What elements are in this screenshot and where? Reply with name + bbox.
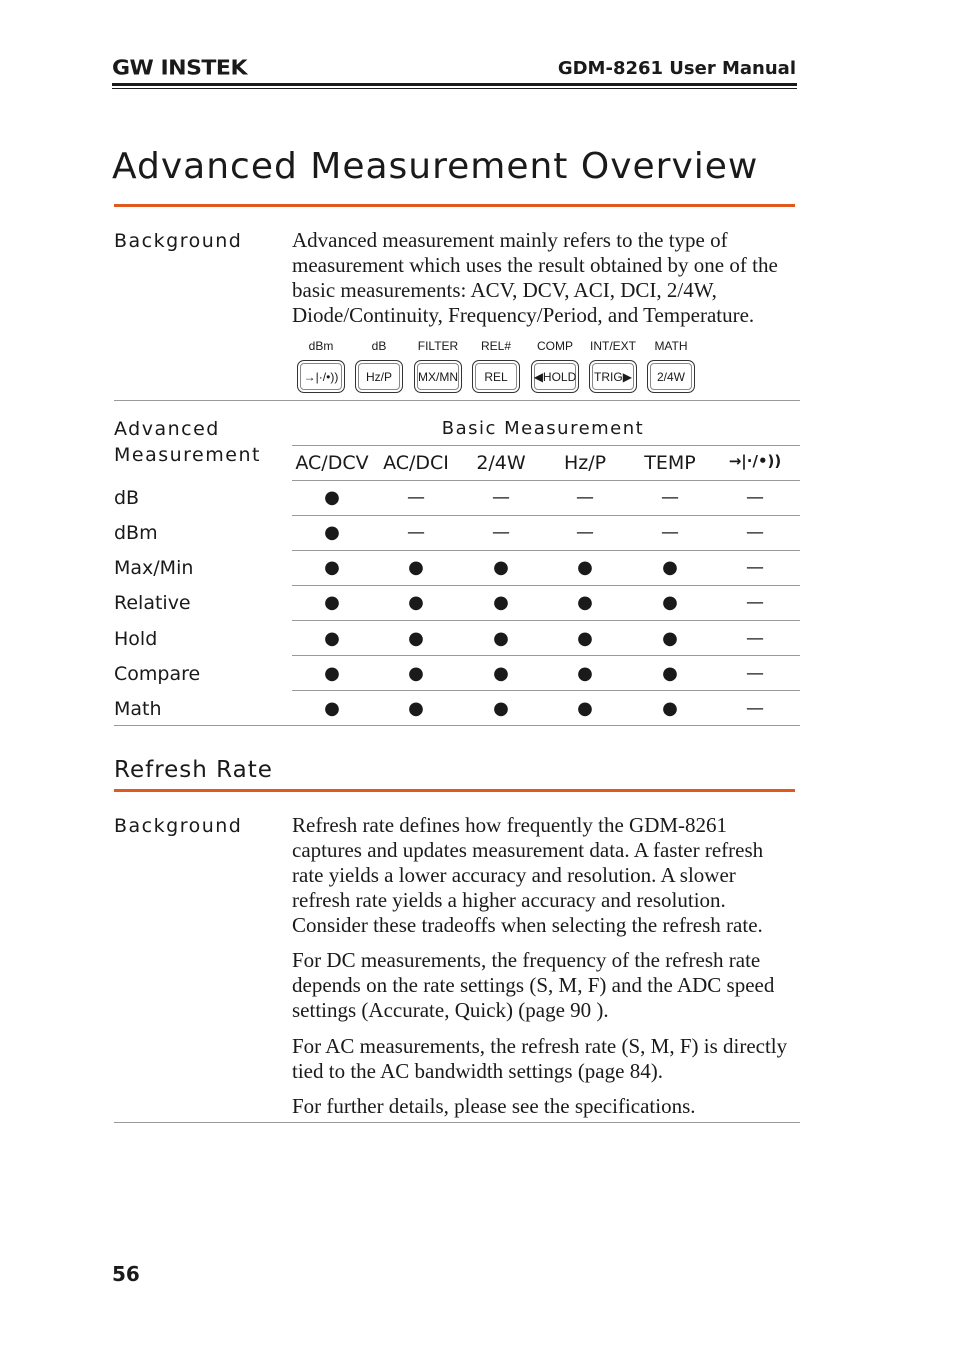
header-rule [112,83,797,86]
table-cell: ● [324,557,340,578]
page-title: Advanced Measurement Overview [112,146,759,187]
section-bottom-rule [114,1122,800,1123]
table-cell: ● [408,698,424,719]
key-top-label: dB [371,339,387,353]
table-rule [292,620,800,621]
key-top-label: COMP [537,339,573,353]
table-cell: ● [662,592,678,613]
section-accent-rule [114,789,795,792]
table-group-header: Basic Measurement [441,418,645,439]
key-top-label: MATH [654,339,688,353]
background-text: Advanced measurement mainly refers to the type of measurement which uses the result obtained by one of the basic measurements: ACV, DCV, ACI, DCI, 2/4W, Diode/Continuity, Frequency/Period, and Temperature. [292,228,778,327]
table-row-label: Compare [114,663,201,685]
table-cell: — [746,557,764,578]
key-top-label: INT/EXT [589,339,636,353]
refresh-paragraph-4: For further details, please see the specifications. [292,1094,696,1118]
table-row-label: Math [114,698,162,720]
trig-key[interactable]: TRIG▶ [589,360,637,393]
table-cell: — [407,487,425,508]
key-top-label: FILTER [417,339,459,353]
table-cell: ● [324,522,340,543]
table-cell: ● [577,557,593,578]
table-cell: ● [324,628,340,649]
manual-title: GDM-8261 User Manual [557,58,796,79]
table-cell: ● [662,698,678,719]
table-cell: ● [493,663,509,684]
table-cell: ● [662,557,678,578]
table-cell: — [746,487,764,508]
table-cell: ● [577,628,593,649]
refresh-paragraph-2: For DC measurements, the frequency of the refresh rate depends on the rate settings (S, M, F) and the ADC speed settings (Accurate, Quick) (page 90 ). [292,948,775,1022]
table-cell: ● [577,592,593,613]
table-cell: — [661,522,679,543]
refresh-paragraph-3: For AC measurements, the refresh rate (S, M, F) is directly tied to the AC bandwidth settings (page 84). [292,1034,788,1083]
section-title-refresh-rate: Refresh Rate [114,757,273,783]
table-rule [292,445,800,446]
table-cell: ● [577,698,593,719]
table-cell: ● [324,698,340,719]
table-rule [292,585,800,586]
table-cell: ● [577,663,593,684]
table-rule [292,690,800,691]
column-header: 2/4W [476,452,526,474]
table-cell: ● [408,628,424,649]
table-cell: ● [408,663,424,684]
title-accent-rule [114,204,795,207]
table-row-label: dB [114,487,140,509]
table-cell: — [746,663,764,684]
rel-key[interactable]: REL [472,360,520,393]
page-number: 56 [112,1262,140,1286]
section-divider [114,400,800,401]
2-4w-key[interactable]: 2/4W [647,360,695,393]
diode-continuity-key[interactable]: →|·/•)) [297,360,345,393]
header-rule-thin [112,88,797,89]
mx-mn-key[interactable]: MX/MN [414,360,462,393]
hold-key[interactable]: ◀HOLD [531,360,579,393]
refresh-paragraph-1: Refresh rate defines how frequently the GDM-8261 captures and updates measurement data. A faster refresh rate yields a lower accuracy and resolution. A slower refresh rate yields a higher accuracy and resolution. Consider these tradeoffs when selecting the refresh rate. [292,813,764,937]
table-cell: ● [408,592,424,613]
table-bottom-rule [114,725,800,726]
key-top-label: REL# [480,339,512,353]
table-cell: — [407,522,425,543]
background-label: Background [114,815,243,837]
key-top-label: dBm [308,339,334,353]
table-cell: ● [408,557,424,578]
table-cell: — [576,487,594,508]
table-cell: — [746,592,764,613]
table-cell: ● [662,663,678,684]
table-cell: ● [493,592,509,613]
table-cell: — [661,487,679,508]
table-cell: — [492,487,510,508]
table-rule [292,515,800,516]
table-cell: ● [493,557,509,578]
column-header: AC/DCI [383,452,449,474]
table-row-header-line2: Measurement [114,444,261,466]
table-cell: — [746,522,764,543]
table-cell: ● [324,487,340,508]
column-header: TEMP [644,452,696,474]
table-row-label: Relative [114,592,191,614]
table-cell: — [492,522,510,543]
table-cell: ● [662,628,678,649]
table-row-label: Hold [114,628,158,650]
table-cell: ● [493,628,509,649]
background-label: Background [114,230,243,252]
table-row-label: dBm [114,522,158,544]
column-header: Hz/P [563,452,607,474]
table-rule [292,480,800,481]
hz-p-key[interactable]: Hz/P [355,360,403,393]
table-rule [292,655,800,656]
table-cell: ● [324,592,340,613]
table-row-label: Max/Min [114,557,194,579]
table-cell: ● [324,663,340,684]
table-cell: — [576,522,594,543]
column-header-diode-icon: →|·/•)) [728,452,782,470]
brand-logo: GW INSTEK [112,57,248,80]
table-cell: — [746,698,764,719]
column-header: AC/DCV [295,452,369,474]
table-cell: ● [493,698,509,719]
table-rule [292,550,800,551]
table-row-header-line1: Advanced [114,418,220,440]
table-cell: — [746,628,764,649]
